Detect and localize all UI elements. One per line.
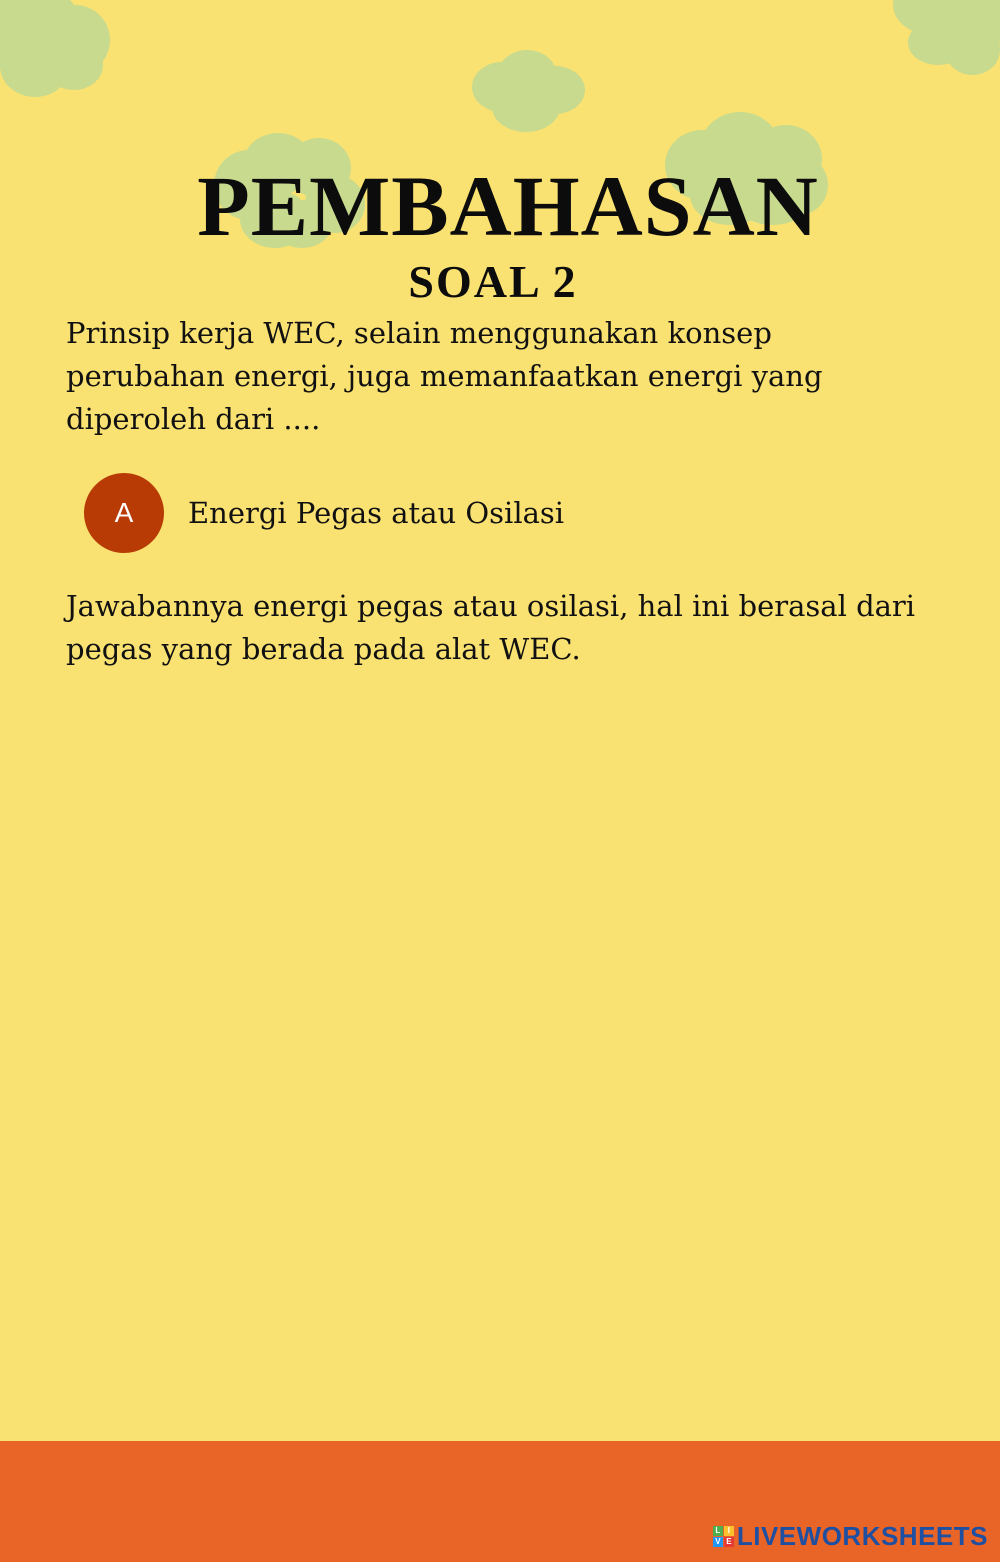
logo-letter-i: I [724,1526,734,1536]
footer-bar [0,1441,1000,1562]
liveworksheets-logo[interactable] [713,1521,988,1552]
logo-letter-l: L [713,1526,723,1536]
answer-explanation: Jawabannya energi pegas atau osilasi, hal ini berasal dari pegas yang berada pada alat WEC. [66,589,916,666]
question-number: SOAL 2 [408,256,578,307]
answer-option-a[interactable] [84,473,564,553]
question-text: Prinsip kerja WEC, selain menggunakan konsep perubahan energi, juga memanfaatkan energi yang diperoleh dari .... [66,316,823,436]
liveworksheets-logo-icon [713,1526,734,1547]
logo-letter-e: E [724,1537,734,1547]
option-text: Energi Pegas atau Osilasi [188,496,565,530]
page-title: PEMBAHASAN [197,158,819,254]
brand-name: LIVEWORKSHEETS [736,1521,988,1551]
logo-letter-v: V [713,1537,723,1547]
option-letter-badge[interactable]: A [84,473,164,553]
